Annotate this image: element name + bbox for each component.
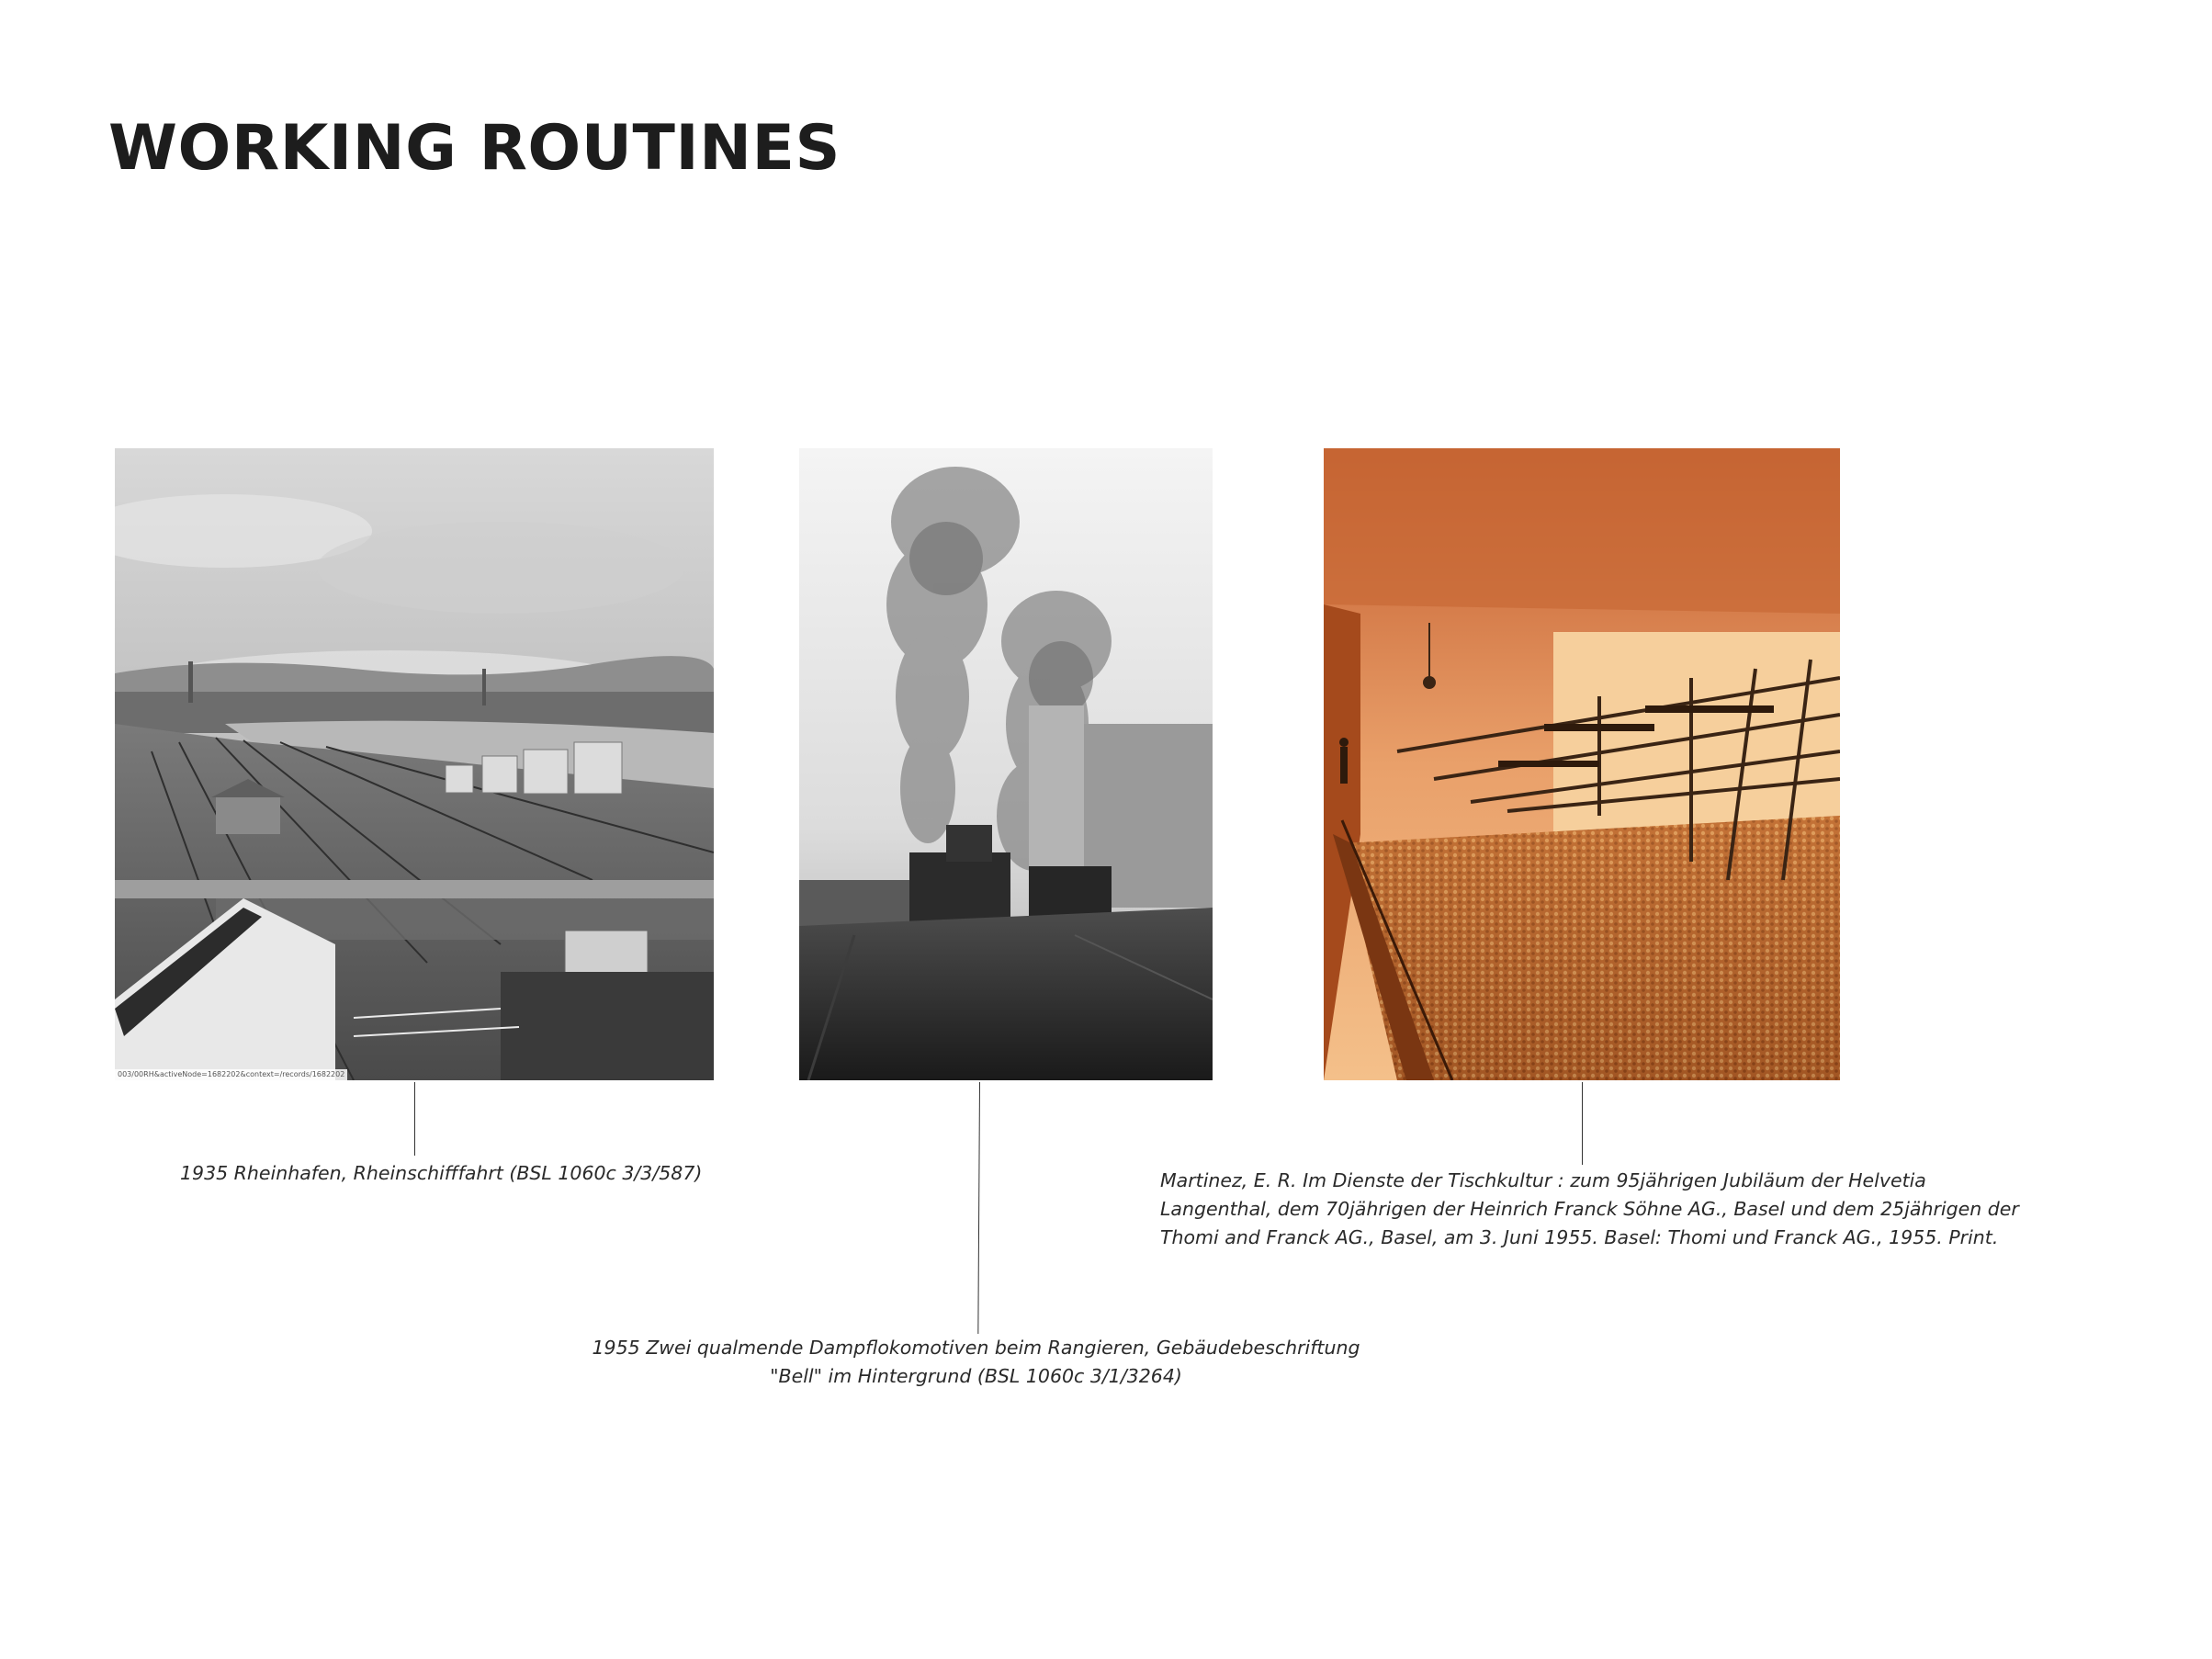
- caption-leader-line-2: [977, 1082, 980, 1334]
- rheinhafen-image: [115, 448, 714, 1080]
- photo-rheinhafen: [115, 448, 714, 1080]
- caption-tischkultur: Martinez, E. R. Im Dienste der Tischkultur : zum 95jährigen Jubiläum der Helvetia Langenthal, dem 70jährigen der Heinrich Franck Söhne AG., Basel und dem 25jährigen der Thomi and Franck AG., Basel, am 3. Juni 1955. Basel: Thomi und Franck AG., 1955. Print.: [1160, 1169, 2019, 1248]
- page-title: WORKING ROUTINES: [108, 112, 841, 185]
- caption-leader-line-3: [1582, 1082, 1583, 1165]
- caption-rheinhafen: 1935 Rheinhafen, Rheinschifffahrt (BSL 1060c 3/3/587): [180, 1162, 703, 1184]
- caption-dampflokomotiven: 1955 Zwei qualmende Dampflokomotiven beim Rangieren, Gebäudebeschriftung "Bell" im Hintergrund (BSL 1060c 3/1/3264): [592, 1337, 1360, 1387]
- tischkultur-image: [1324, 448, 1840, 1080]
- caption-leader-line-1: [414, 1082, 415, 1156]
- photo-url-strip: 003/00RH&activeNode=1682202&context=/records/1682202: [115, 1069, 347, 1080]
- dampflokomotiven-image: [799, 448, 1213, 1080]
- photo-tischkultur: [1324, 448, 1840, 1080]
- photo-dampflokomotiven: [799, 448, 1213, 1080]
